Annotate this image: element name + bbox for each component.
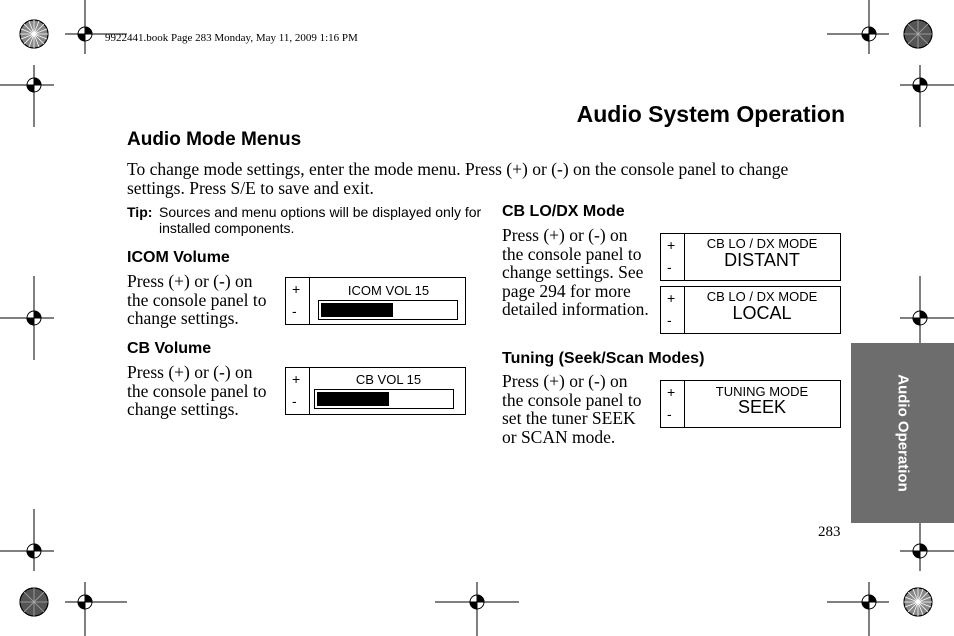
tuning-display [660, 380, 841, 428]
side-tab-label: Audio Operation [894, 374, 911, 492]
volume-bar [318, 300, 458, 320]
crosshair-icon [900, 65, 954, 127]
display-value: LOCAL [732, 303, 792, 323]
display-divider [684, 234, 685, 280]
tip-label: Tip: [127, 204, 153, 220]
book-info: 9922441.book Page 283 Monday, May 11, 2009 1:16 PM [105, 32, 358, 44]
crop-starburst-icon [20, 588, 48, 616]
tip-text: Sources and menu options will be displayed only for installed components. [159, 204, 482, 236]
crosshair-icon [827, 582, 889, 636]
display-divider [309, 368, 310, 414]
minus-symbol: - [667, 312, 672, 328]
crop-starburst-icon [20, 20, 48, 48]
display-caption: CB LO / DX MODE [706, 289, 818, 304]
plus-symbol: + [667, 384, 676, 400]
section-title: Audio Mode Menus [127, 129, 302, 150]
cb-volume-display [285, 367, 466, 415]
page-title: Audio System Operation [576, 101, 845, 127]
cb-lodx-display-local [660, 286, 841, 334]
minus-symbol: - [292, 303, 297, 319]
volume-bar-fill [317, 392, 389, 406]
minus-symbol: - [292, 393, 297, 409]
cb-volume-text: Press (+) or (-) on the console panel to change settings. [127, 362, 267, 419]
icom-volume-heading: ICOM Volume [127, 249, 230, 266]
crosshair-icon [0, 276, 54, 360]
intro-paragraph: To change mode settings, enter the mode menu. Press (+) or (-) on the console panel to change settings. Press S/E to save and exit. [127, 159, 789, 198]
cb-lodx-text: Press (+) or (-) on the console panel to change settings. See page 294 for more detailed information. [502, 225, 649, 319]
page-number: 283 [818, 524, 841, 540]
side-tab [851, 343, 954, 523]
icom-volume-text: Press (+) or (-) on the console panel to change settings. [127, 271, 267, 328]
display-divider [684, 381, 685, 427]
plus-symbol: + [292, 371, 301, 387]
display-caption: CB VOL 15 [355, 372, 422, 387]
cb-lodx-display-distant [660, 233, 841, 281]
display-divider [309, 278, 310, 324]
icom-volume-display [285, 277, 466, 325]
cb-lodx-heading: CB LO/DX Mode [502, 203, 625, 220]
display-value: SEEK [737, 397, 787, 417]
display-value: DISTANT [724, 250, 800, 270]
crosshair-icon [0, 509, 54, 571]
volume-bar-fill [321, 303, 393, 317]
display-caption: ICOM VOL 15 [347, 283, 430, 298]
crosshair-icon [65, 0, 127, 54]
plus-symbol: + [667, 237, 676, 253]
minus-symbol: - [667, 406, 672, 422]
display-caption: TUNING MODE [715, 384, 809, 399]
display-caption: CB LO / DX MODE [706, 236, 818, 251]
crosshair-icon [65, 582, 127, 636]
volume-bar [314, 389, 454, 409]
tuning-text: Press (+) or (-) on the console panel to set the tuner SEEK or SCAN mode. [502, 371, 642, 447]
plus-symbol: + [292, 281, 301, 297]
cb-volume-heading: CB Volume [127, 340, 212, 357]
crosshair-icon [0, 65, 54, 127]
display-divider [684, 287, 685, 333]
crop-starburst-icon [904, 20, 932, 48]
tuning-heading: Tuning (Seek/Scan Modes) [502, 350, 705, 367]
plus-symbol: + [667, 290, 676, 306]
crop-starburst-icon [904, 588, 932, 616]
minus-symbol: - [667, 259, 672, 275]
crosshair-icon [435, 582, 519, 636]
crosshair-icon [827, 0, 889, 54]
